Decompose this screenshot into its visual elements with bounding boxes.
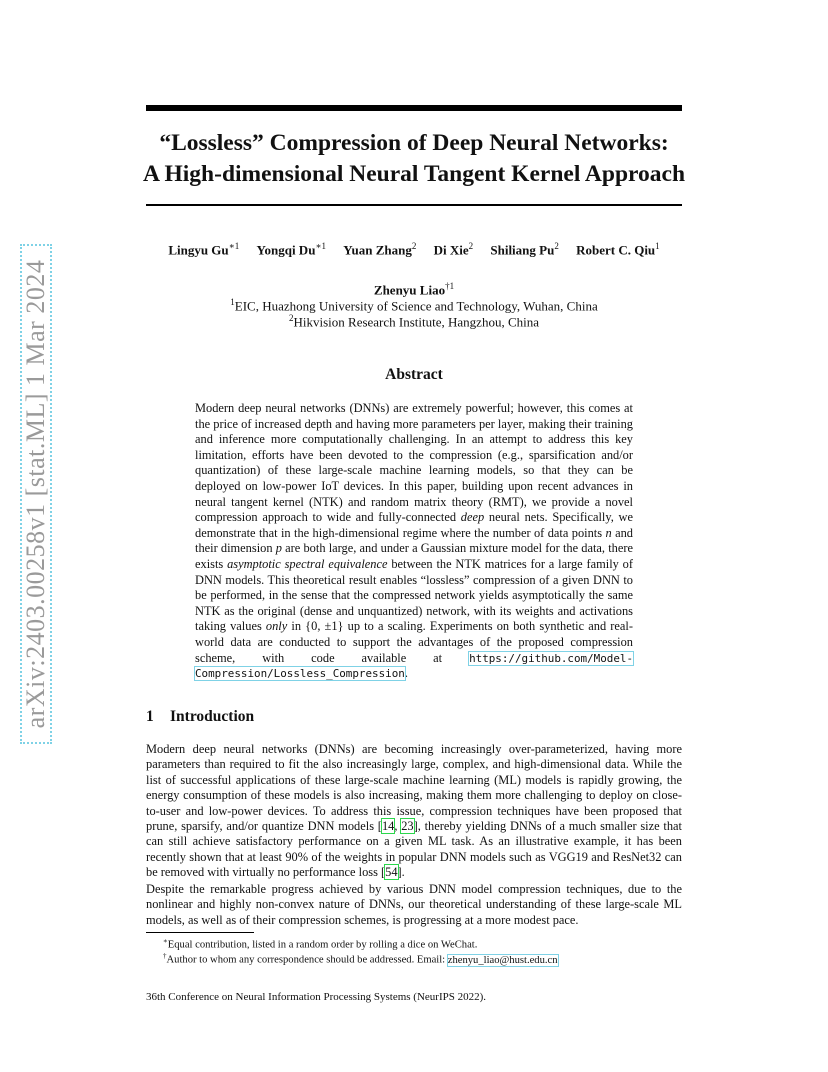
affiliation: $^2$Hikvision Research Institute, Hangzhou, China (288, 313, 539, 330)
author: Di Xie$^2$ (433, 241, 474, 258)
conference-note: 36th Conference on Neural Information Processing Systems (NeurIPS 2022). (146, 991, 487, 1003)
citation-link[interactable]: 14 (381, 819, 395, 834)
intro-paragraph-2: Despite the remarkable progress achieved by various DNN model compression techniques, due to the nonlinear and highly non-convex nature of DNNs, our theoretical understanding of these large-scale ML models, as well as of their compression schemes, is progressing at a more modest pace. (146, 882, 682, 927)
title-line-2: A High-dimensional Neural Tangent Kernel Approach (142, 161, 686, 187)
abstract-body: Modern deep neural networks (DNNs) are extremely powerful; however, this comes at the price of increased depth and having more parameters per layer, making their training and inference more computationally challenging. In an attempt to address this key limitation, efforts have been devoted to the compression (e.g., sparsification and/or quantization) of these large-scale machine learning models, so that they can be deployed on low-power IoT devices. In this paper, building upon recent advances in neural tangent kernel (NTK) and random matrix theory (RMT), we provide a novel compression approach to wide and fully-connected deep neural nets. Specifically, we demonstrate that in the high-dimensional regime where the number of data points n and their dimension p are both large, and under a Gaussian mixture model for the data, there exists asymptotic spectral equivalence between the NTK matrices for a large family of DNN models. This theoretical result enables “lossless” compression of a given DNN to be performed, in the sense that the compressed network yields asymptotically the same NTK as the original (dense and unquantized) network, with its weights and activations taking values only in {0, ±1} up to a scaling. Experiments on both synthetic and real-world data are conducted to support the advantages of the proposed compression scheme, with code available at https://github.com/Model-Compression/Lossless_Compression. (195, 401, 633, 681)
citation-link[interactable]: 54 (385, 865, 398, 880)
title-bottom-rule (146, 204, 682, 206)
section-title: Introduction (170, 708, 255, 725)
author-last (100, 281, 728, 298)
author-name: Zhenyu Liao (373, 282, 446, 298)
footnote-2: †Author to whom any correspondence should be addressed. Email: zhenyu_liao@hust.edu.cn (163, 952, 558, 966)
author: Yuan Zhang$^2$ (343, 241, 417, 258)
author-list (100, 241, 728, 258)
author: Shiliang Pu$^2$ (490, 241, 559, 258)
author: Lingyu $Gu^{∗1}$ (168, 241, 240, 258)
author-mark: †1 (445, 281, 455, 291)
arxiv-identifier[interactable]: arXiv:2403.00258v1 [stat.ML] 1 Mar 2024 (21, 259, 50, 729)
title-line-1: “Lossless” Compression of Deep Neural Networks: (159, 130, 669, 156)
paper-title (120, 128, 708, 190)
code-link[interactable]: https://github.com/Model-Compression/Lossless_Compression (195, 651, 633, 681)
author: Robert C. Qiu$^1$ (576, 241, 660, 258)
author: Yongqi $Du^{∗1}$ (256, 241, 327, 258)
affiliation: $^1$EIC, Huazhong University of Science and Technology, Wuhan, China (230, 297, 598, 314)
section-heading (146, 708, 254, 726)
footnote-rule (146, 932, 254, 933)
title-top-rule (146, 105, 682, 111)
citation-link[interactable]: 23 (401, 819, 414, 834)
abstract-heading: Abstract (385, 366, 443, 383)
footnote-1: ∗Equal contribution, listed in a random order by rolling a dice on WeChat. (163, 937, 478, 951)
intro-paragraph-1: Modern deep neural networks (DNNs) are becoming increasingly over-parameterized, having more parameters than required to fit the also increasingly large, complex, and high-dimensional data. While the list of successful applications of these large-scale machine learning (ML) models is rapidly growing, the energy consumption of these models is also increasing, making them more challenging to deploy on close-to-user and low-power devices. To address this issue, compression techniques have been proposed that prune, sparsify, and/or quantize DNN models [14, 23], thereby yielding DNNs of a much smaller size that can still achieve satisfactory performance on a given ML task. As an illustrative example, it has been recently shown that at least 90% of the weights in popular DNN models such as VGG19 and ResNet32 can be removed with virtually no performance loss [54]. (146, 742, 682, 880)
email-link[interactable]: zhenyu_liao@hust.edu.cn (447, 954, 558, 966)
section-number: 1 (146, 708, 154, 725)
